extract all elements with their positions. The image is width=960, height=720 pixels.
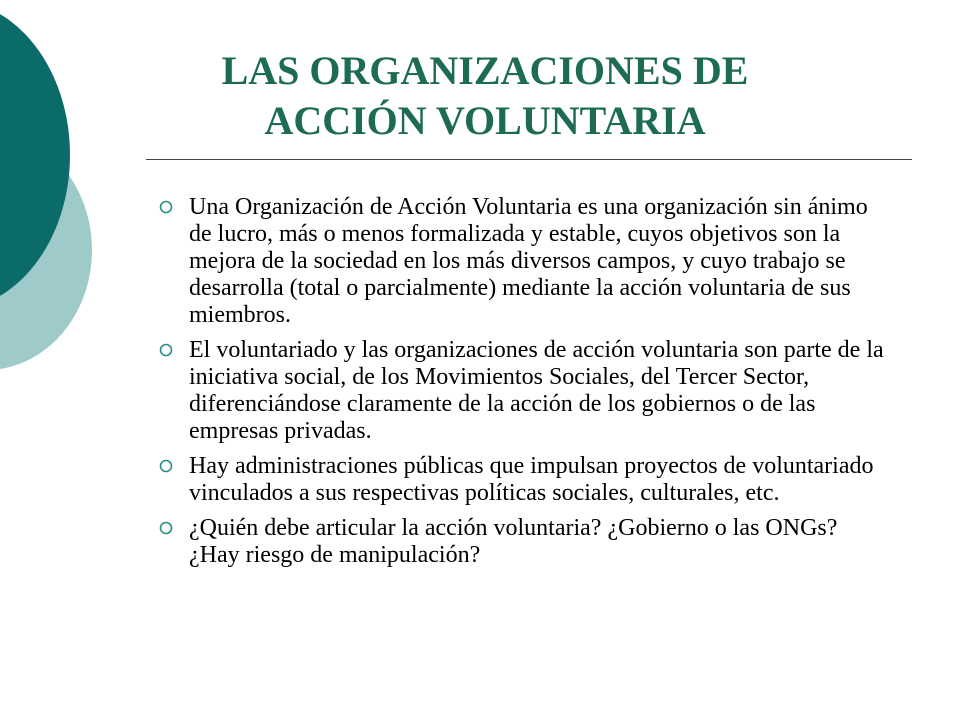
title-divider (146, 159, 912, 160)
hollow-circle-bullet-icon (159, 459, 173, 473)
hollow-circle-bullet-icon (159, 200, 173, 214)
bullet-text: El voluntariado y las organizaciones de acción voluntaria son parte de la iniciativa social, de los Movimientos Sociales, del Tercer Sector, diferenciándose claramente de la acción de los gobiernos o de las empresas privadas. (189, 337, 884, 444)
bullet-item (155, 337, 885, 445)
bullet-text: Hay administraciones públicas que impulsan proyectos de voluntariado vinculados a sus respectivas políticas sociales, culturales, etc. (189, 453, 874, 506)
slide-title: LAS ORGANIZACIONES DE ACCIÓN VOLUNTARIA (221, 48, 749, 143)
hollow-circle-bullet-icon (159, 521, 173, 535)
bullet-item (155, 194, 885, 329)
bullet-item (155, 453, 885, 507)
bullet-text: Una Organización de Acción Voluntaria es una organización sin ánimo de lucro, más o menos formalizada y estable, cuyos objetivos son la mejora de la sociedad en los más diversos campos, y cuyo trabajo se desarrolla (total o parcialmente) mediante la acción voluntaria de sus miembros. (189, 194, 868, 328)
bullet-text: ¿Quién debe articular la acción voluntaria? ¿Gobierno o las ONGs? ¿Hay riesgo de manipulación? (189, 515, 838, 568)
bullet-list (155, 194, 885, 577)
bullet-item (155, 515, 885, 569)
hollow-circle-bullet-icon (159, 343, 173, 357)
